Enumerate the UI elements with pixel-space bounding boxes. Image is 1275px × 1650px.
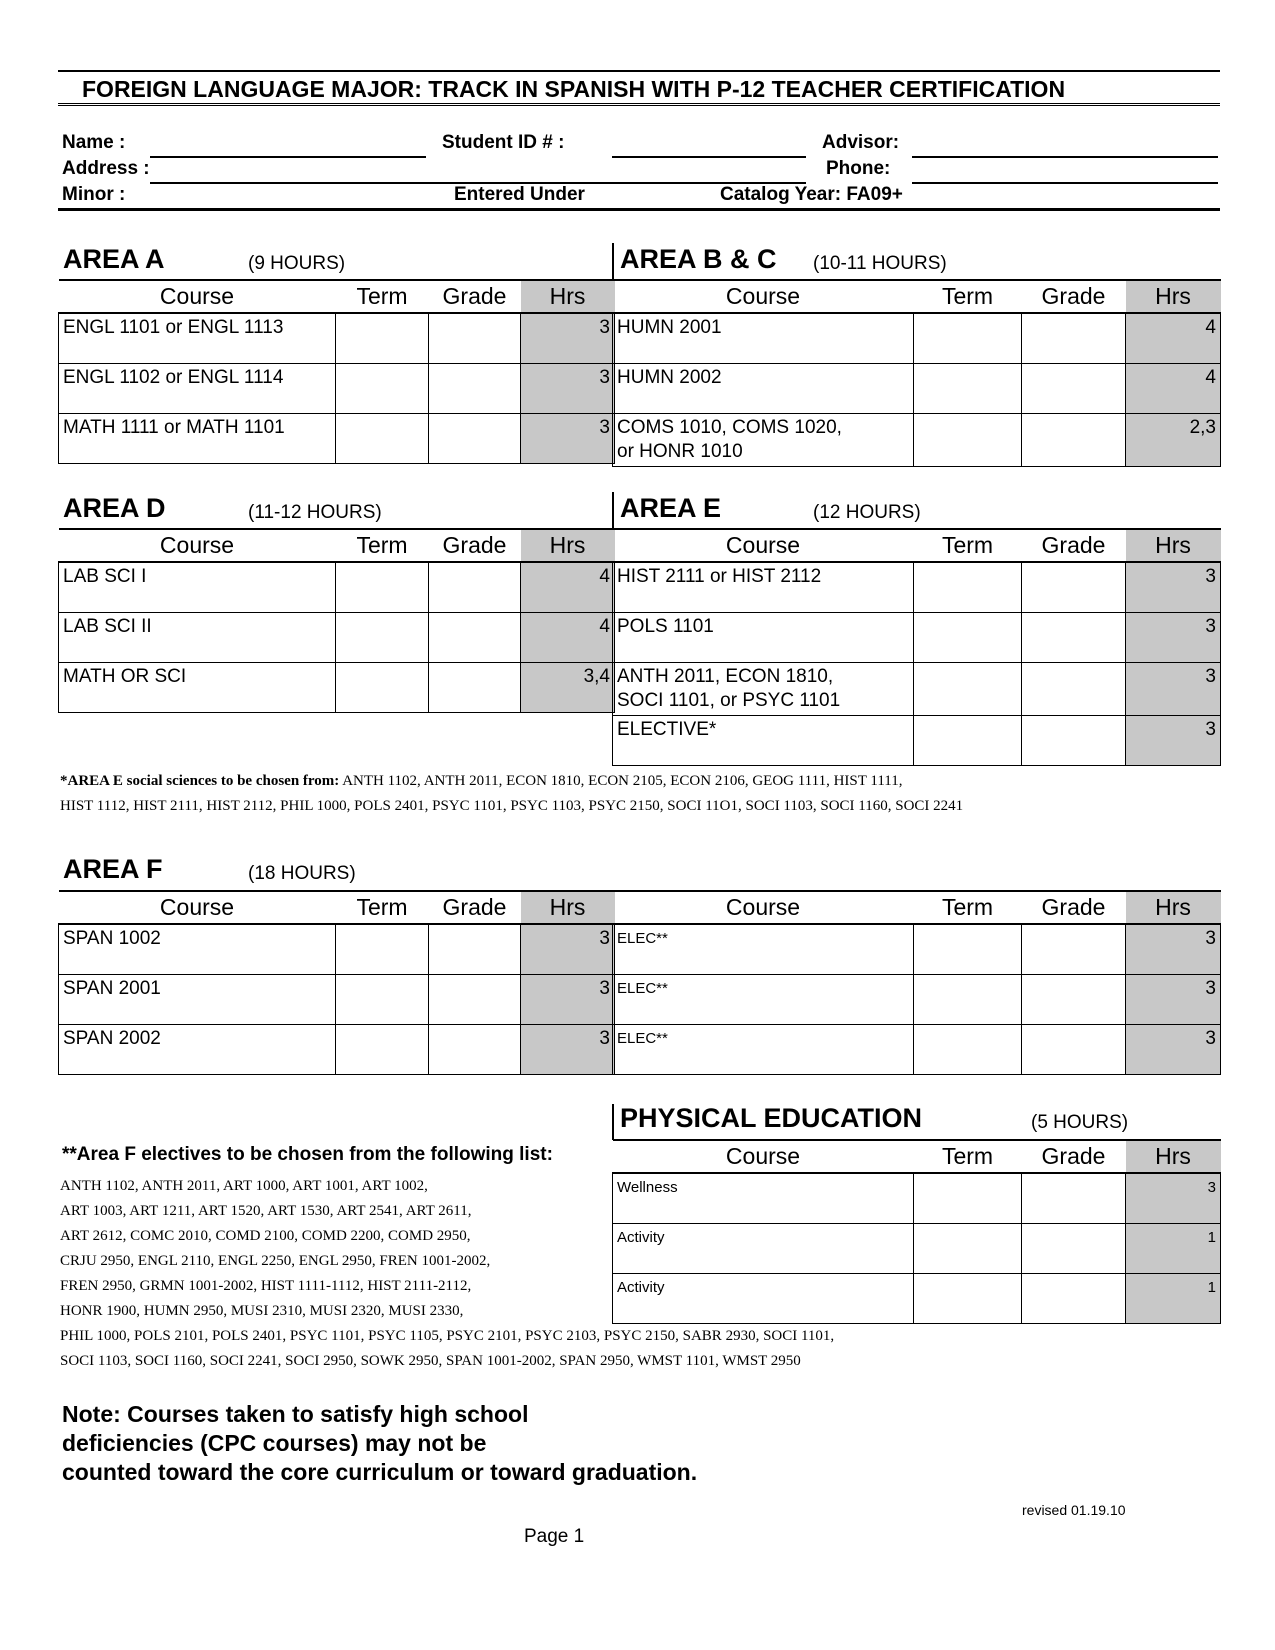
col-grade: Grade (1022, 891, 1126, 924)
hrs-cell: 3 (521, 313, 615, 364)
course-cell: ANTH 2011, ECON 1810, SOCI 1101, or PSYC 1101 (613, 663, 914, 716)
area-e-hours: (12 HOURS) (813, 502, 921, 523)
col-term: Term (914, 1140, 1022, 1173)
area-f-note-line: HONR 1900, HUMN 2950, MUSI 2310, MUSI 2320, MUSI 2330, (60, 1303, 464, 1319)
page-title: FOREIGN LANGUAGE MAJOR: TRACK IN SPANISH WITH P-12 TEACHER CERTIFICATION (58, 70, 1220, 106)
col-grade: Grade (1022, 1140, 1126, 1173)
page-number: Page 1 (524, 1526, 585, 1547)
area-e-title: AREA E (620, 493, 722, 523)
hrs-cell: 3 (1126, 1173, 1221, 1224)
col-grade: Grade (1022, 280, 1126, 313)
area-f-note-line: CRJU 2950, ENGL 2110, ENGL 2250, ENGL 2950, FREN 1001-2002, (60, 1253, 491, 1269)
area-e-note (60, 769, 963, 819)
col-grade: Grade (429, 280, 521, 313)
area-f-heading (63, 854, 356, 885)
hrs-cell: 3 (521, 1025, 615, 1075)
term-cell[interactable] (914, 613, 1022, 663)
hrs-cell: 1 (1126, 1274, 1221, 1324)
term-cell[interactable] (914, 1274, 1022, 1324)
header-rule (58, 208, 1220, 211)
hrs-cell: 3 (1126, 562, 1221, 613)
hrs-cell: 3 (1126, 613, 1221, 663)
table-row (59, 1025, 615, 1075)
grade-cell[interactable] (1022, 716, 1126, 766)
term-cell[interactable] (914, 414, 1022, 467)
area-f-note-line: SOCI 1103, SOCI 1160, SOCI 2241, SOCI 2950, SOWK 2950, SPAN 1001-2002, SPAN 2950, WMST 1101, WMST 2950 (60, 1353, 801, 1369)
course-cell: Activity (613, 1274, 914, 1324)
hrs-cell: 3 (521, 414, 615, 464)
area-f-note-line: ART 2612, COMC 2010, COMD 2100, COMD 2200, COMD 2950, (60, 1228, 471, 1244)
table-row (613, 975, 1221, 1025)
grade-cell[interactable] (1022, 364, 1126, 414)
table-row (613, 716, 1221, 766)
table-row (613, 1025, 1221, 1075)
grade-cell[interactable] (429, 613, 521, 663)
grade-cell[interactable] (429, 313, 521, 364)
area-f-note-line: ART 1003, ART 1211, ART 1520, ART 1530, ART 2541, ART 2611, (60, 1203, 472, 1219)
course-cell: POLS 1101 (613, 613, 914, 663)
course-cell: HUMN 2002 (613, 364, 914, 414)
area-a-hours: (9 HOURS) (248, 253, 346, 274)
revised-date: revised 01.19.10 (1022, 1502, 1126, 1518)
student-id-field[interactable] (612, 156, 806, 158)
hrs-cell: 2,3 (1126, 414, 1221, 467)
pe-title: PHYSICAL EDUCATION (620, 1103, 923, 1133)
area-f-note-line: PHIL 1000, POLS 2101, POLS 2401, PSYC 1101, PSYC 1105, PSYC 2101, PSYC 2103, PSYC 2150, SABR 2930, SOCI 1101, (60, 1328, 835, 1344)
hrs-cell: 3 (1126, 1025, 1221, 1075)
table-row (59, 313, 615, 364)
term-cell[interactable] (336, 613, 429, 663)
course-cell: LAB SCI II (59, 613, 336, 663)
table-row (59, 975, 615, 1025)
term-cell[interactable] (336, 313, 429, 364)
course-cell: ELEC** (613, 1025, 914, 1075)
course-cell: ELEC** (613, 975, 914, 1025)
term-cell[interactable] (914, 1173, 1022, 1224)
area-a-heading (63, 244, 346, 275)
term-cell[interactable] (914, 1224, 1022, 1274)
area-a-table (58, 279, 615, 464)
term-cell[interactable] (914, 364, 1022, 414)
hrs-cell: 3 (1126, 663, 1221, 716)
area-f-title: AREA F (63, 854, 163, 884)
grade-cell[interactable] (429, 562, 521, 613)
grade-cell[interactable] (1022, 975, 1126, 1025)
course-cell: COMS 1010, COMS 1020, or HONR 1010 (613, 414, 914, 467)
minor-label: Minor : (62, 184, 126, 205)
col-term: Term (336, 891, 429, 924)
grade-cell[interactable] (1022, 313, 1126, 364)
hrs-cell: 3 (1126, 716, 1221, 766)
table-row (613, 562, 1221, 613)
col-hrs: Hrs (1126, 280, 1221, 313)
table-row (59, 414, 615, 464)
col-term: Term (914, 280, 1022, 313)
term-cell[interactable] (914, 975, 1022, 1025)
grade-cell[interactable] (1022, 1025, 1126, 1075)
col-hrs: Hrs (1126, 529, 1221, 562)
phone-field[interactable] (912, 182, 1218, 184)
phone-label: Phone: (826, 158, 891, 179)
term-cell[interactable] (336, 414, 429, 464)
course-cell: HIST 2111 or HIST 2112 (613, 562, 914, 613)
area-d-table (58, 528, 615, 713)
col-hrs: Hrs (521, 891, 615, 924)
hrs-cell: 4 (521, 613, 615, 663)
grade-cell[interactable] (1022, 1224, 1126, 1274)
cpc-note-line: counted toward the core curriculum or toward graduation. (62, 1459, 698, 1485)
col-grade: Grade (1022, 529, 1126, 562)
term-cell[interactable] (914, 663, 1022, 716)
col-hrs: Hrs (521, 529, 615, 562)
table-row (59, 364, 615, 414)
table-row (613, 364, 1221, 414)
col-term: Term (914, 891, 1022, 924)
course-cell: MATH OR SCI (59, 663, 336, 713)
col-hrs: Hrs (1126, 891, 1221, 924)
hrs-cell: 4 (1126, 313, 1221, 364)
column-divider (612, 243, 614, 279)
table-row (59, 663, 615, 713)
grade-cell[interactable] (1022, 1274, 1126, 1324)
col-grade: Grade (429, 891, 521, 924)
term-cell[interactable] (914, 924, 1022, 975)
grade-cell[interactable] (1022, 663, 1126, 716)
pe-heading (620, 1103, 1129, 1134)
table-row (613, 313, 1221, 364)
col-course: Course (59, 280, 336, 313)
term-cell[interactable] (914, 562, 1022, 613)
grade-cell[interactable] (1022, 562, 1126, 613)
area-e-heading (620, 493, 921, 524)
student-id-label: Student ID # : (442, 132, 565, 153)
advisor-label: Advisor: (822, 132, 900, 153)
grade-cell[interactable] (429, 975, 521, 1025)
term-cell[interactable] (914, 1025, 1022, 1075)
col-term: Term (336, 280, 429, 313)
course-cell: SPAN 2001 (59, 975, 336, 1025)
hrs-cell: 3 (1126, 975, 1221, 1025)
area-f-note-line: FREN 2950, GRMN 1001-2002, HIST 1111-1112, HIST 2111-2112, (60, 1278, 472, 1294)
column-divider (612, 492, 614, 528)
table-row (613, 613, 1221, 663)
col-course: Course (59, 891, 336, 924)
course-cell: LAB SCI I (59, 562, 336, 613)
term-cell[interactable] (914, 313, 1022, 364)
hrs-cell: 3 (521, 924, 615, 975)
area-e-note-heading: *AREA E social sciences to be chosen from: (60, 773, 340, 789)
area-f-table-left (58, 890, 615, 1075)
course-cell: ELECTIVE* (613, 716, 914, 766)
area-a-title: AREA A (63, 244, 165, 274)
grade-cell[interactable] (429, 663, 521, 713)
grade-cell[interactable] (429, 364, 521, 414)
advisor-field[interactable] (912, 156, 1218, 158)
term-cell[interactable] (914, 716, 1022, 766)
col-hrs: Hrs (1126, 1140, 1221, 1173)
hrs-cell: 3 (1126, 924, 1221, 975)
grade-cell[interactable] (429, 924, 521, 975)
course-cell: ENGL 1101 or ENGL 1113 (59, 313, 336, 364)
cpc-note (62, 1400, 697, 1487)
area-f-hours: (18 HOURS) (248, 863, 356, 884)
address-label: Address : (62, 158, 150, 179)
area-bc-title: AREA B & C (620, 244, 777, 274)
grade-cell[interactable] (429, 1025, 521, 1075)
col-term: Term (336, 529, 429, 562)
table-row (59, 924, 615, 975)
col-course: Course (613, 1140, 914, 1173)
course-cell: SPAN 2002 (59, 1025, 336, 1075)
col-course: Course (613, 891, 914, 924)
hrs-cell: 3,4 (521, 663, 615, 713)
area-f-table-right (612, 890, 1221, 1075)
table-row (613, 924, 1221, 975)
grade-cell[interactable] (1022, 414, 1126, 467)
course-cell: ELEC** (613, 924, 914, 975)
catalog-year-label: Catalog Year: FA09+ (720, 184, 903, 205)
col-term: Term (914, 529, 1022, 562)
table-row (613, 663, 1221, 716)
area-f-note-heading: **Area F electives to be chosen from the following list: (62, 1144, 553, 1165)
course-cell: SPAN 1002 (59, 924, 336, 975)
course-cell: ENGL 1102 or ENGL 1114 (59, 364, 336, 414)
hrs-cell: 3 (521, 975, 615, 1025)
course-cell: Wellness (613, 1173, 914, 1224)
grade-cell[interactable] (1022, 924, 1126, 975)
area-f-note-line: ANTH 1102, ANTH 2011, ART 1000, ART 1001, ART 1002, (60, 1178, 428, 1194)
term-cell[interactable] (336, 924, 429, 975)
course-cell: HUMN 2001 (613, 313, 914, 364)
area-e-table (612, 528, 1221, 766)
cpc-note-line: Note: Courses taken to satisfy high school (62, 1401, 529, 1427)
area-e-note-line1: ANTH 1102, ANTH 2011, ECON 1810, ECON 2105, ECON 2106, GEOG 1111, HIST 1111, (339, 773, 903, 789)
hrs-cell: 3 (521, 364, 615, 414)
term-cell[interactable] (336, 562, 429, 613)
area-d-title: AREA D (63, 493, 166, 523)
term-cell[interactable] (336, 975, 429, 1025)
name-label: Name : (62, 132, 126, 153)
table-row (59, 562, 615, 613)
grade-cell[interactable] (1022, 1173, 1126, 1224)
cpc-note-line: deficiencies (CPC courses) may not be (62, 1430, 487, 1456)
col-course: Course (613, 529, 914, 562)
area-e-note-line2: HIST 1112, HIST 2111, HIST 2112, PHIL 1000, POLS 2401, PSYC 1101, PSYC 1103, PSYC 2150, SOCI 11O1, SOCI 1103, SOCI 1160, SOCI 2241 (60, 798, 964, 814)
area-f-note-list (60, 1174, 834, 1374)
course-cell: Activity (613, 1224, 914, 1274)
table-row (59, 613, 615, 663)
area-d-heading (63, 493, 382, 524)
column-divider (612, 1104, 614, 1140)
pe-hours: (5 HOURS) (1031, 1112, 1129, 1133)
area-bc-table (612, 279, 1221, 467)
term-cell[interactable] (336, 1025, 429, 1075)
term-cell[interactable] (336, 364, 429, 414)
term-cell[interactable] (336, 663, 429, 713)
col-hrs: Hrs (521, 280, 615, 313)
table-row (613, 414, 1221, 467)
entered-under-label: Entered Under (454, 184, 585, 205)
name-field[interactable] (150, 156, 426, 158)
col-course: Course (613, 280, 914, 313)
area-d-hours: (11-12 HOURS) (248, 502, 382, 523)
col-course: Course (59, 529, 336, 562)
col-grade: Grade (429, 529, 521, 562)
area-bc-heading (620, 244, 947, 275)
hrs-cell: 1 (1126, 1224, 1221, 1274)
hrs-cell: 4 (521, 562, 615, 613)
area-bc-hours: (10-11 HOURS) (813, 253, 947, 274)
course-cell: MATH 1111 or MATH 1101 (59, 414, 336, 464)
hrs-cell: 4 (1126, 364, 1221, 414)
grade-cell[interactable] (1022, 613, 1126, 663)
grade-cell[interactable] (429, 414, 521, 464)
